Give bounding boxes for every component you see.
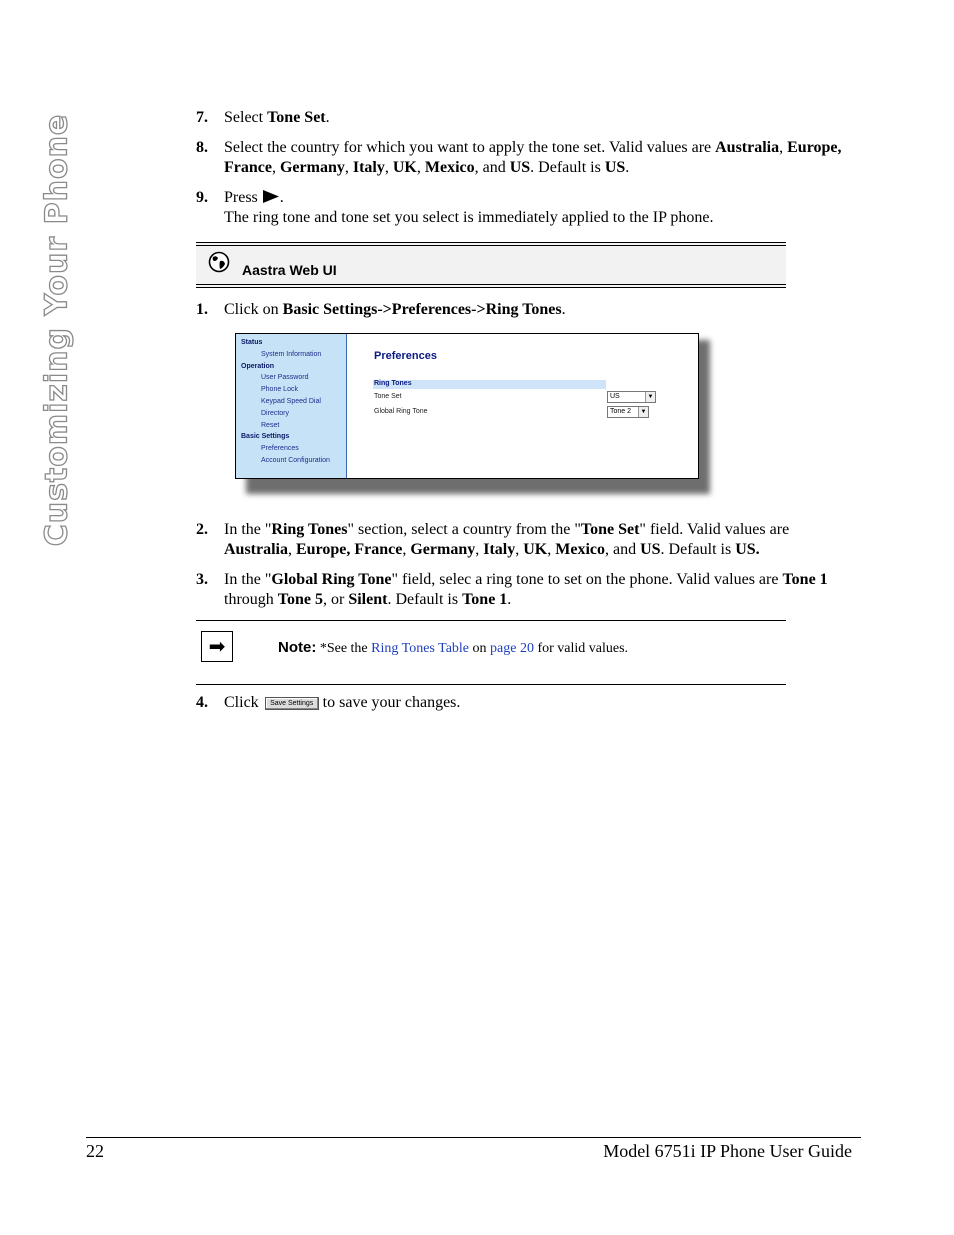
globe-icon [208, 251, 230, 273]
arrow-right-icon: ➡ [201, 631, 233, 662]
global-ring-tone-select[interactable]: Tone 2 ▼ [607, 406, 649, 418]
nav-item[interactable]: Phone Lock [261, 386, 298, 394]
right-arrow-key-icon [262, 190, 280, 203]
nav-item[interactable]: User Password [261, 374, 309, 382]
step-number: 8. [196, 139, 208, 156]
side-title [32, 110, 82, 550]
note-bottom-rule [196, 684, 786, 685]
aastra-web-ui-header [196, 242, 786, 288]
nav-item[interactable]: Directory [261, 409, 290, 417]
aastra-web-ui-label: Aastra Web UI [242, 262, 337, 278]
nav-item[interactable]: Account Configuration [261, 457, 330, 464]
web-step-3: 3. In the "Global Ring Tone" field, selec a ring tone to set on the phone. Valid values are Tone 1 through Tone 5, or Silent. Default is Tone 1. [196, 571, 828, 608]
global-ring-tone-label: Global Ring Tone [374, 408, 428, 415]
nav-item[interactable]: System Information [261, 350, 322, 358]
ring-tones-table-link[interactable]: Ring Tones Table [371, 641, 470, 656]
tone-set-label: Tone Set [374, 393, 402, 400]
nav-item: Operation [241, 362, 275, 370]
step-number: 3. [196, 571, 208, 588]
nav-item: Basic Settings [241, 433, 290, 441]
web-ui-nav-panel [236, 334, 347, 478]
tone-set-select[interactable]: US ▼ [607, 391, 656, 403]
step-number: 2. [196, 521, 208, 538]
web-step-2: 2. In the "Ring Tones" section, select a country from the "Tone Set" field. Valid values are Australia, Europe, France, Germany, Italy, UK, Mexico, and US. Default is US. [196, 521, 790, 558]
chevron-down-icon: ▼ [645, 392, 655, 402]
step-8: 8. Select the country for which you want to apply the tone set. Valid values are Australia, Europe, France, Germany, Italy, UK, Mexico, and US. Default is US. [196, 139, 842, 176]
step-number: 1. [196, 301, 208, 318]
note-top-rule [196, 620, 786, 621]
side-title-text: Customizing Your Phone [39, 113, 75, 547]
note: Note: *See the Ring Tones Table on page 20 for valid values. [278, 639, 629, 656]
step-number: 4. [196, 694, 208, 711]
nav-item[interactable]: Reset [261, 421, 280, 429]
note-label: Note: [278, 639, 317, 656]
web-step-1: 1. Click on Basic Settings->Preferences->Ring Tones. [196, 301, 566, 318]
page-20-link[interactable]: page 20 [490, 641, 534, 656]
ring-tones-section-header: Ring Tones [373, 380, 606, 389]
step-9: 9. Press . The ring tone and tone set you select is immediately applied to the IP phone. [196, 189, 714, 226]
nav-item[interactable]: Keypad Speed Dial [261, 398, 321, 405]
preferences-title: Preferences [374, 350, 437, 362]
nav-item: Status [241, 339, 263, 346]
step-7: 7. Select Tone Set. [196, 109, 330, 126]
footer-rule [86, 1137, 861, 1138]
step-number: 9. [196, 189, 208, 206]
page-number: 22 [86, 1141, 104, 1161]
web-step-4: 4. Click Save Settings to save your changes. [196, 694, 461, 711]
web-ui-screenshot [235, 333, 699, 479]
nav-item[interactable]: Preferences [261, 445, 299, 453]
step-number: 7. [196, 109, 208, 126]
save-settings-button[interactable]: Save Settings [265, 697, 319, 710]
chevron-down-icon: ▼ [638, 407, 648, 417]
guide-title: Model 6751i IP Phone User Guide [603, 1141, 852, 1161]
